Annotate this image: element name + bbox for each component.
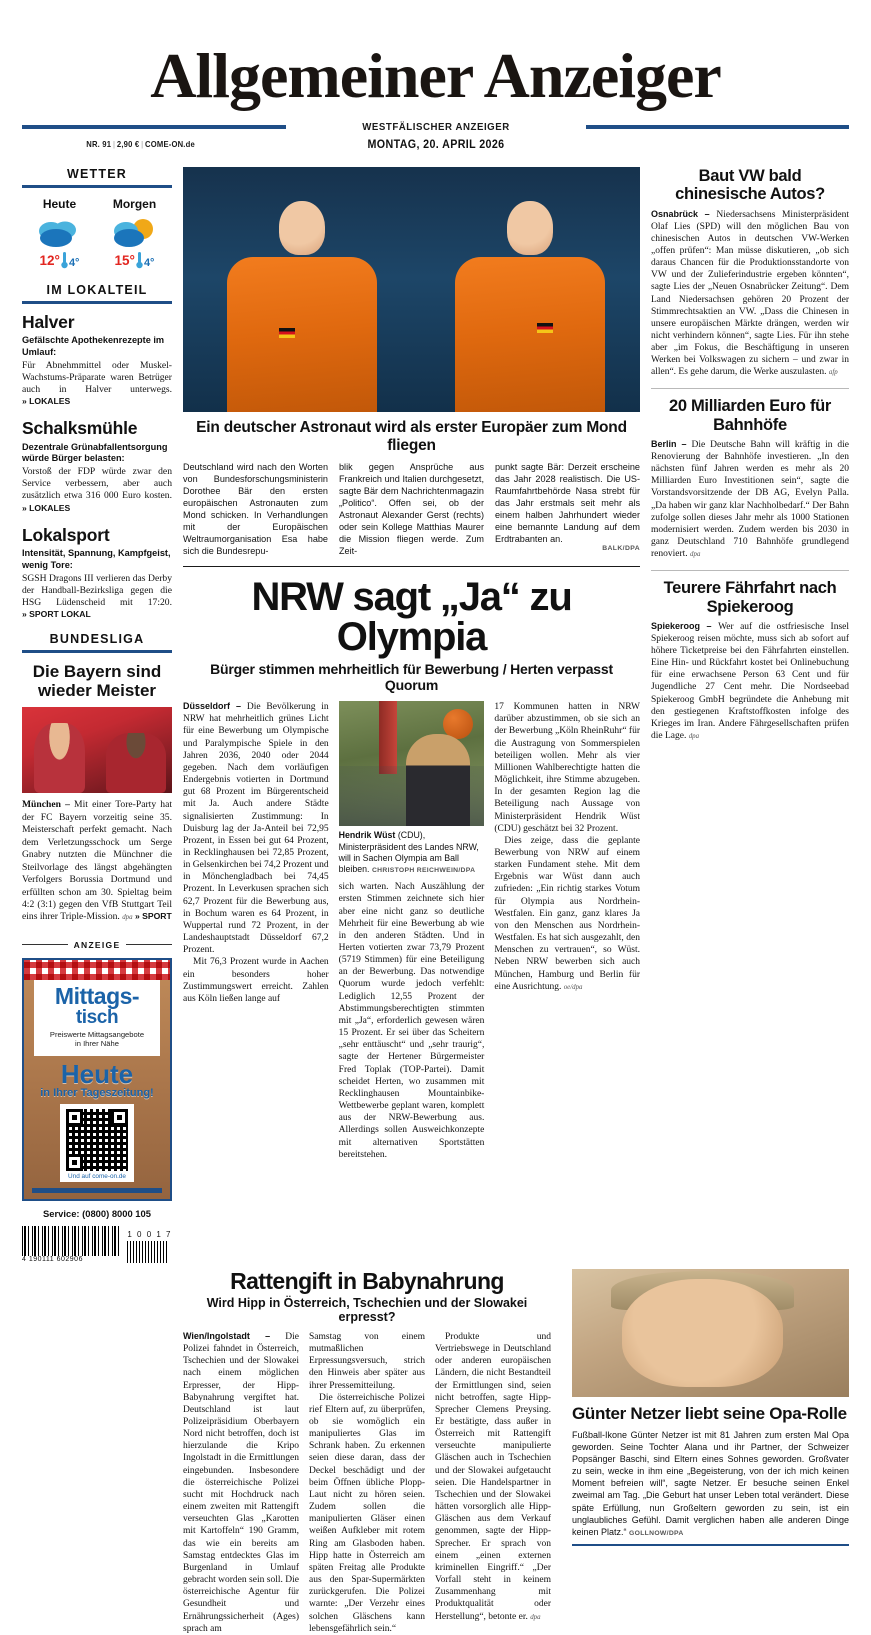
teaser-town: Lokalsport xyxy=(22,524,110,545)
teaser-town: Schalksmühle xyxy=(22,418,138,439)
newspaper-title: Allgemeiner Anzeiger xyxy=(150,40,721,111)
bahn-body: Berlin – Die Deutsche Bahn will kräftig in die Renovierung der Bahnhöfe investieren. „In den nächsten fünf Jahren werden es mehr als 20 Milliarden Euro Investitionen sein“, sagte die Vorstandsvorsitzende der DB AG, Evelyn Palla. „Da haben wir ganz klar Nachholbedarf.“ Der Bahn zufolge sollen dieses Jahr mehr als 1000 Stationen modernisiert werden. Zudem werden bis 2030 in ganz Deutschland 710 Bahnhöfe grundlegend renoviert. dpa xyxy=(651,439,850,559)
hero-body-columns xyxy=(183,461,640,558)
rattengift-col-3-body: Produkte und Vertriebswege in Deutschland oder anderen europäischen Ländern, die nicht Bestandteil der Ermittlungen sind, seien nicht betroffen, sagte Hipp-Sprecher Clemens Preysing. Er bestätigte, dass außer in Österreich mit Rattengift verseuchte manipulierte Gläschen auch in Tschechien und der Slowakei aufgetaucht seien. Die Handelspartner in Tschechien und der Slowakei hätten vorsorglich alle Hipp-Gläschen aus dem Verkauf genommen, sagte der Hipp-Sprecher. Er sprach von einem „einen externen kriminellen Eingriff.“ „Der Vorfall steht in keinem Zusammenhang mit Produktqualität oder Herstellung“, betonte er. dpa xyxy=(435,1331,551,1622)
masthead-rule-right xyxy=(586,125,850,129)
ad-heute-sub: in Ihrer Tageszeitung! xyxy=(40,1086,154,1099)
masthead xyxy=(22,0,849,151)
rattengift-columns xyxy=(183,1331,551,1635)
netzer-credit: GOLLNOW/DPA xyxy=(629,1529,684,1537)
weather-tomorrow xyxy=(97,197,172,269)
rattengift-article xyxy=(172,1269,562,1635)
issue-date: MONTAG, 20. APRIL 2026 xyxy=(367,138,504,151)
netzer-photo xyxy=(572,1269,849,1397)
divider-3 xyxy=(651,570,849,571)
teaser-lead: Dezentrale Grünabfallentsorgung würde Bürger belasten: xyxy=(22,441,168,464)
olympia-photo xyxy=(339,701,485,826)
teaser-town: Halver xyxy=(22,311,75,332)
barcode-digits: 4 190111 602906 xyxy=(22,1255,83,1263)
cloud-icon xyxy=(22,216,97,250)
bottom-section xyxy=(22,1269,849,1635)
astronaut-left xyxy=(210,196,393,412)
weather-tomorrow-label: Morgen xyxy=(112,196,157,211)
olympia-columns xyxy=(183,701,640,1161)
faehre-headline[interactable]: Teurere Fährfahrt nach Spiekeroog xyxy=(663,578,837,616)
hero-photo-astronauts xyxy=(183,167,640,412)
olympia-col-3 xyxy=(494,701,640,1161)
teaser-ref[interactable]: » LOKALES xyxy=(22,502,71,513)
list-item[interactable] xyxy=(22,526,172,621)
weather-today-temps xyxy=(22,252,97,269)
anzeige-label: ANZEIGE xyxy=(22,940,172,950)
issue-website[interactable]: COME-ON.de xyxy=(145,138,195,149)
main-content xyxy=(22,167,849,1263)
qr-code-icon[interactable] xyxy=(66,1109,128,1171)
weather-today-label: Heute xyxy=(42,196,77,211)
issue-price: 2,90 € xyxy=(116,138,140,149)
teaser-lead: Gefälschte Apothekenrezepte im Umlauf: xyxy=(22,335,165,357)
ad-qr-box[interactable] xyxy=(60,1104,134,1182)
divider xyxy=(183,566,640,567)
hero-col-1: Deutschland wird nach den Worten von Bundesforschungsministerin Dorothee Bär den ersten europäischen Astronauten zum Mond schicken. In Verhandlungen mit der Europäischen Weltraumorganisation Esa habe sich die Bundesrepu- xyxy=(183,461,328,557)
weather-section-title: WETTER xyxy=(67,166,127,181)
olympia-col-2-body: sich warten. Nach Auszählung der ersten Stimmen zeichnete sich hier aber eine nicht ganz so deutliche Mehrheit für eine Bewerbung ab wie in den anderen Städten. Und in Herten votierten zwar 73,79 Prozent (5719 Stimmen) für eine Beteiligung an der Bewerbung. Das notwendige Quorum wurde jedoch verfehlt: Lediglich 12,55 Prozent der Abstimmungsberechtigten stimmten mit „Ja“, erforderlich gewesen wären 15 Prozent. Er sei über das Scheitern „sehr enttäuscht“ und „sehr traurig“, sagte der Hertener Bürgermeister Fred Toplak (TOP-Partei). Damit scheidet Herten, wo zusammen mit Recklinghausen Mountainbike-Wettbewerbe geplant waren, komplett aus der NRW-Bewerbung aus. Allerdings sollen Ausweichkonzepte mit alternativen Sportstätten bereitstehen. xyxy=(338,882,485,1160)
issue-info: NR. 91 | 2,90 € | COME-ON.de xyxy=(86,138,195,149)
german-flag-icon xyxy=(279,328,295,338)
vw-agency: afp xyxy=(828,368,838,376)
barcode-row xyxy=(22,1226,172,1263)
rattengift-dateline: Wien/Ingolstadt – xyxy=(183,1330,286,1341)
thermometer-icon-2 xyxy=(136,252,143,269)
weather-rule xyxy=(22,185,172,188)
sun-cloud-icon xyxy=(97,216,172,250)
olympia-col-1b: Mit 76,3 Prozent wurde in Aachen ein besonders hoher Zustimmungswert erreicht. Zahlen aus Köln ließen lange auf xyxy=(183,957,329,1004)
rattengift-agency: dpa xyxy=(530,1613,541,1621)
advertisement[interactable] xyxy=(22,958,172,1263)
issue-number: NR. 91 xyxy=(86,138,112,149)
bundesliga-headline[interactable]: Die Bayern sind wieder Meister xyxy=(32,662,162,701)
lokalteil-section-title: IM LOKALTEIL xyxy=(46,282,148,297)
masthead-info-row xyxy=(22,139,849,151)
weather-today-low: 4° xyxy=(68,256,80,269)
olympia-col-2 xyxy=(339,701,485,1161)
weather-tomorrow-temps xyxy=(97,252,172,269)
netzer-headline[interactable]: Günter Netzer liebt seine Opa-Rolle xyxy=(572,1403,847,1423)
masthead-kicker: WESTFÄLISCHER ANZEIGER xyxy=(361,120,510,133)
ad-footer-bar xyxy=(32,1188,162,1193)
barcode-small-icon xyxy=(127,1241,167,1263)
olympia-col-1: Düsseldorf – Die Bevölkerung in NRW hat mehrheitlich grünes Licht für eine Bewerbung um Olympische und Paralympische Spiele in den Jahren 2036, 2040 oder 2044 gegeben. Nach dem vorläufigen Endergebnis votierten in Dortmund gut 68 Prozent im Bürgerentscheid mit Ja. Auch andere Städte signalisierten Zustimmung: In Duisburg lag der Ja-Anteil bei 72,95 Prozent, in Essen bei gut 64 Prozent, in Recklinghausen bei 72,85 Prozent, in Gelsenkirchen bei 74,2 Prozent und in Mönchengladbach bei 74,45 Prozent. In Leverkusen sprachen sich 62,7 Prozent für die Bewerbung aus, in Bochum waren es 64 Prozent, in Wuppertal rund 72 Prozent, in der Landeshauptstadt Düsseldorf 67,2 Prozent. Mit 76,3 Prozent wurde in Aachen ein besonders hoher Zustimmungswert erreicht. Zahlen aus Köln ließen lange auf xyxy=(183,701,329,1004)
teaser-ref[interactable]: » LOKALES xyxy=(22,396,71,407)
ad-subtitle-1: Preiswerte Mittagsangebote xyxy=(49,1029,145,1039)
olympia-col-3b: Dies zeige, dass die geplante Bewerbung von NRW auf einem starken Fundament stehe. Mit dem Ergebnis war Wüst dann auch zufrieden: „Ein richtig starkes Votum für Olympia aus Nordrhein-Westfalen. Ein ganz, ganz klares Ja von den Menschen aus Nordrhein-Westfalen. Es hat sich ausgezahlt, den Menschen zu vertrauen“, so Wüst. Neben NRW bewerben sich auch München, Hamburg und Berlin für eine Ausrichtung. oe/dpa xyxy=(494,835,641,992)
ad-brand-line2: tisch xyxy=(75,1006,119,1028)
bundesliga-agency: dpa xyxy=(122,914,133,922)
weather-widget xyxy=(22,197,172,269)
bundesliga-dateline: München – xyxy=(22,799,75,811)
list-item[interactable] xyxy=(22,419,172,514)
teaser-body: Vorstoß der FDP würde zwar den Service verbessern, aber auch zusätzlich etwa 316 000 Euro kosten. » LOKALES xyxy=(22,466,172,513)
issue-code-block xyxy=(127,1230,172,1263)
weather-today xyxy=(22,197,97,269)
left-sidebar xyxy=(22,167,172,1263)
olympia-agency: oe/dpa xyxy=(563,983,583,991)
rattengift-subhead: Wird Hipp in Österreich, Tschechien und der Slowakei erpresst? xyxy=(206,1295,528,1324)
ad-heute: Heute xyxy=(60,1058,134,1089)
german-flag-icon-2 xyxy=(537,323,553,333)
barcode-icon xyxy=(22,1226,119,1256)
ad-brand-block xyxy=(34,980,160,1056)
olympia-dateline: Düsseldorf – xyxy=(183,701,247,712)
netzer-body: Fußball-Ikone Günter Netzer ist mit 81 Jahren zum ersten Mal Opa geworden. Seine Tochter Alana und ihr Partner, der Schweizer Popsänger Baschi, sind Eltern eines Sohnes geworden. Großvater zu sein, wecke in ihm eine „Begeisterung, von der ich mich keinen Moment befreien will“, sagte Netzer. Er besuche seinen Enkel zweimal am Tag. „Die Geburt hat unser Leben total verändert. Diese späte Erfüllung, nun Großeltern geworden zu sein, ist ein unglaubliches Gefühl. Damit verglichen haben alle anderen Dinge keinen Platz.“ GOLLNOW/DPA xyxy=(572,1429,849,1537)
bundesliga-body: München – Mit einer Tore-Party hat der FC Bayern vorzeitig seine 35. Meisterschaft perfekt gemacht. Nach dem Verletzungsschock um Serge Gnabry nutzten die Münchner die Steilvorlage des längst abgehängten Verfolgers Borussia Dortmund und erfüllten schon am 30. Spieltag beim 4:2 (3:1) gegen den VfB Stuttgart Teil eins ihrer Triple-Mission. dpa » SPORT xyxy=(22,799,172,923)
olympia-photo-credit: CHRISTOPH REICHWEIN/DPA xyxy=(371,867,476,875)
bundesliga-photo xyxy=(22,707,172,793)
hero-photo-credit: BALK/DPA xyxy=(602,545,640,553)
netzer-bottom-rule xyxy=(572,1544,849,1546)
vw-headline[interactable]: Baut VW bald chinesische Autos? xyxy=(675,166,825,204)
ad-service-number: Service: (0800) 8000 105 xyxy=(43,1207,151,1219)
weather-today-high: 12° xyxy=(39,252,60,268)
rattengift-headline[interactable]: Rattengift in Babynahrung xyxy=(230,1267,504,1294)
lokalteil-rule xyxy=(22,301,172,304)
teaser-body: SGSH Dragons III verlieren das Derby der Handball-Bezirksliga gegen die HSG Lüdenscheid mit 17:20. » SPORT LOKAL xyxy=(22,572,172,620)
bahn-agency: dpa xyxy=(690,550,701,558)
faehre-dateline: Spiekeroog – xyxy=(651,621,719,632)
hero-headline[interactable]: Ein deutscher Astronaut wird als erster Europäer zum Mond fliegen xyxy=(196,418,627,454)
olympia-headline[interactable]: NRW sagt „Ja“ zu Olympia xyxy=(251,574,572,660)
faehre-body: Spiekeroog – Wer auf die ostfriesische Insel Spiekeroog reisen möchte, muss sich ab sofort auf höhere Ticketpreise bei den Fährfahrten einstellen. Eine Hin- und Rückfahrt kostet bei Onlinebuchung für eine erwachsene Person 63 Cent und für Jugendliche 27 Cent mehr. Die Nordseebad Spiekeroog GmbH begründete die Anhebung mit den gestiegenen Kraftstoffkosten infolge des Krieges im Iran. Andere Fährgesellschaften prüfen die Lage. dpa xyxy=(651,621,849,741)
bundesliga-rule xyxy=(22,650,172,653)
vw-dateline: Osnabrück – xyxy=(651,209,717,220)
issue-code: 1 0 0 1 7 xyxy=(127,1229,172,1239)
ad-qr-caption: Und auf come-on.de xyxy=(68,1172,126,1180)
bottom-left-spacer xyxy=(22,1269,172,1635)
bahn-headline[interactable]: 20 Milliarden Euro für Bahnhöfe xyxy=(668,396,832,434)
right-sidebar xyxy=(651,167,849,1263)
teaser-lead: Intensität, Spannung, Kampfgeist, wenig Tore: xyxy=(22,547,171,570)
olympia-col-3-body: 17 Kommunen hatten in NRW darüber abzustimmen, ob sie sich an der Bewerbung „Köln RheinRuhr“ für die Austragung von Sommerspielen beteiligen wollen. Mehr als vier Millionen Wahlberechtigte hatten die Möglichkeit, ihre Stimme abzugeben. In der gesamten Region lag die Beteiligung nach Aussage von Ministerpräsident Hendrik Wüst (CDU) geschätzt bei 32 Prozent. xyxy=(494,702,641,834)
teaser-ref[interactable]: » SPORT LOKAL xyxy=(22,609,91,620)
vw-body: Osnabrück – Niedersachsens Ministerpräsident Olaf Lies (SPD) will den möglichen Bau von chinesischen Autos in deutschen VW-Werken „offen prüfen“: Man müsse diskutieren, „ob sich daraus Chancen für die Produktionsstandorte von VW und der Zulieferindustrie ergeben könnten“, sagte Lies der „Neuen Osnabrücker Zeitung“. Dem Land Niedersachsen gehören 20 Prozent der Stimmrechtsaktien an VW. „Dass die Chinesen in unsere europäischen Märkte drängen, werden wir nicht verhindern können“, sagte Lies. Für ihn stehe aber „im Fokus, die Beschäftigung in unseren Werken bei Volkswagen zu sichern – und zwar in allen“. Es gehe darum, die Werke auszulasten. afp xyxy=(651,209,849,377)
weather-tomorrow-low: 4° xyxy=(143,256,155,269)
olympia-photo-caption: Hendrik Wüst (CDU), Ministerpräsident des Landes NRW, will in Sachen Olympia am Ball bleiben. CHRISTOPH REICHWEIN/DPA xyxy=(338,830,479,875)
hero-col-2: blik gegen Ansprüche aus Frankreich und Italien durchgesetzt, sagte Bär dem Nachrichtenmagazin „Politico“. Offen sei, ob der Astronaut Alexander Gerst (rechts) oder sein Kollege Matthias Maurer die Mission fliegen werde. Zum Zeit- xyxy=(339,461,484,557)
ad-card[interactable] xyxy=(22,958,172,1201)
masthead-rule-left xyxy=(22,125,286,129)
astronaut-right xyxy=(439,196,622,412)
masthead-kicker-wrap xyxy=(286,121,586,133)
thermometer-icon xyxy=(61,252,68,269)
hero-col-3: punkt sagte Bär: Derzeit erscheine das Jahr 2028 realistisch. Die US-Raumfahrtbehörde Nasa strebt für das Jahr erstmals seit mehr als einem halben Jahrhundert wieder eine bemannte Landung auf dem Erdtrabanten an. xyxy=(495,461,640,545)
ad-subtitle-2: in Ihrer Nähe xyxy=(75,1039,119,1049)
netzer-article xyxy=(562,1269,849,1635)
weather-tomorrow-high: 15° xyxy=(114,252,135,268)
bundesliga-ref[interactable]: » SPORT xyxy=(134,911,172,922)
teaser-body: Für Abnehmmittel oder Muskel-Wachstums-Präparate waren Betrüger auch in Halver unterwegs. » LOKALES xyxy=(22,359,172,407)
bundesliga-section-title: BUNDESLIGA xyxy=(49,632,145,647)
main-column xyxy=(172,167,651,1263)
rattengift-col-3 xyxy=(435,1331,551,1635)
rattengift-col-2: Samstag von einem mutmaßlichen Erpressungsversuch, strich den Hinweis aber später aus ihrer Pressemitteilung. Die österreichische Polizei rief Eltern auf, zu überprüfen, ob sie womöglich ein manipuliertes Glas im Schrank haben. Zu erkennen seien diese daran, dass der Deckel beschädigt und der beim Öffnen übliche Plopp-Laut nicht zu hören seien. Zudem sollen die manipulierten Gläser einen weißen Aufkleber mit rotem Ring am Glasboden haben. Hipp hatte in Österreich am späten Freitag alle Produkte aus den Spar-Supermärkten zurückgerufen. Die Polizei warnte: „Der Verzehr eines solchen Gläschens kann lebensgefährlich sein.“ xyxy=(309,1331,425,1634)
faehre-agency: dpa xyxy=(688,732,700,740)
masthead-rule-row xyxy=(22,121,849,133)
ad-checkered-banner xyxy=(24,960,170,980)
ad-brand-line1: Mittags- xyxy=(54,982,140,1009)
list-item[interactable] xyxy=(22,313,172,408)
divider-2 xyxy=(651,388,849,389)
bahn-dateline: Berlin – xyxy=(651,439,692,450)
rattengift-col-1: Wien/Ingolstadt – Die Polizei fahndet in Österreich, Tschechien und der Slowakei nach einem möglichen Erpresser, der Hipp-Babynahrung vergiftet hat. Deutschland ist laut Polizeipräsidium Oberbayern Nord nicht betroffen, doch ist hierzulande die Kripo Ingolstadt in die Ermittlungen eingebunden. Insbesondere die österreichische Polizei sucht mit Hochdruck nach einem zweiten mit Rattengift verseuchten Glas „Karotten mit Kartoffeln“ 190 Gramm, das wie ein bereits am Samstag entdecktes Glas im Burgenland in Umlauf gebracht worden sein soll. Die österreichische Agentur für Gesundheit und Ernährungssicherheit (Ages) sprach am xyxy=(183,1330,299,1634)
olympia-subhead: Bürger stimmen mehrheitlich für Bewerbung / Herten verpasst Quorum xyxy=(210,661,613,694)
